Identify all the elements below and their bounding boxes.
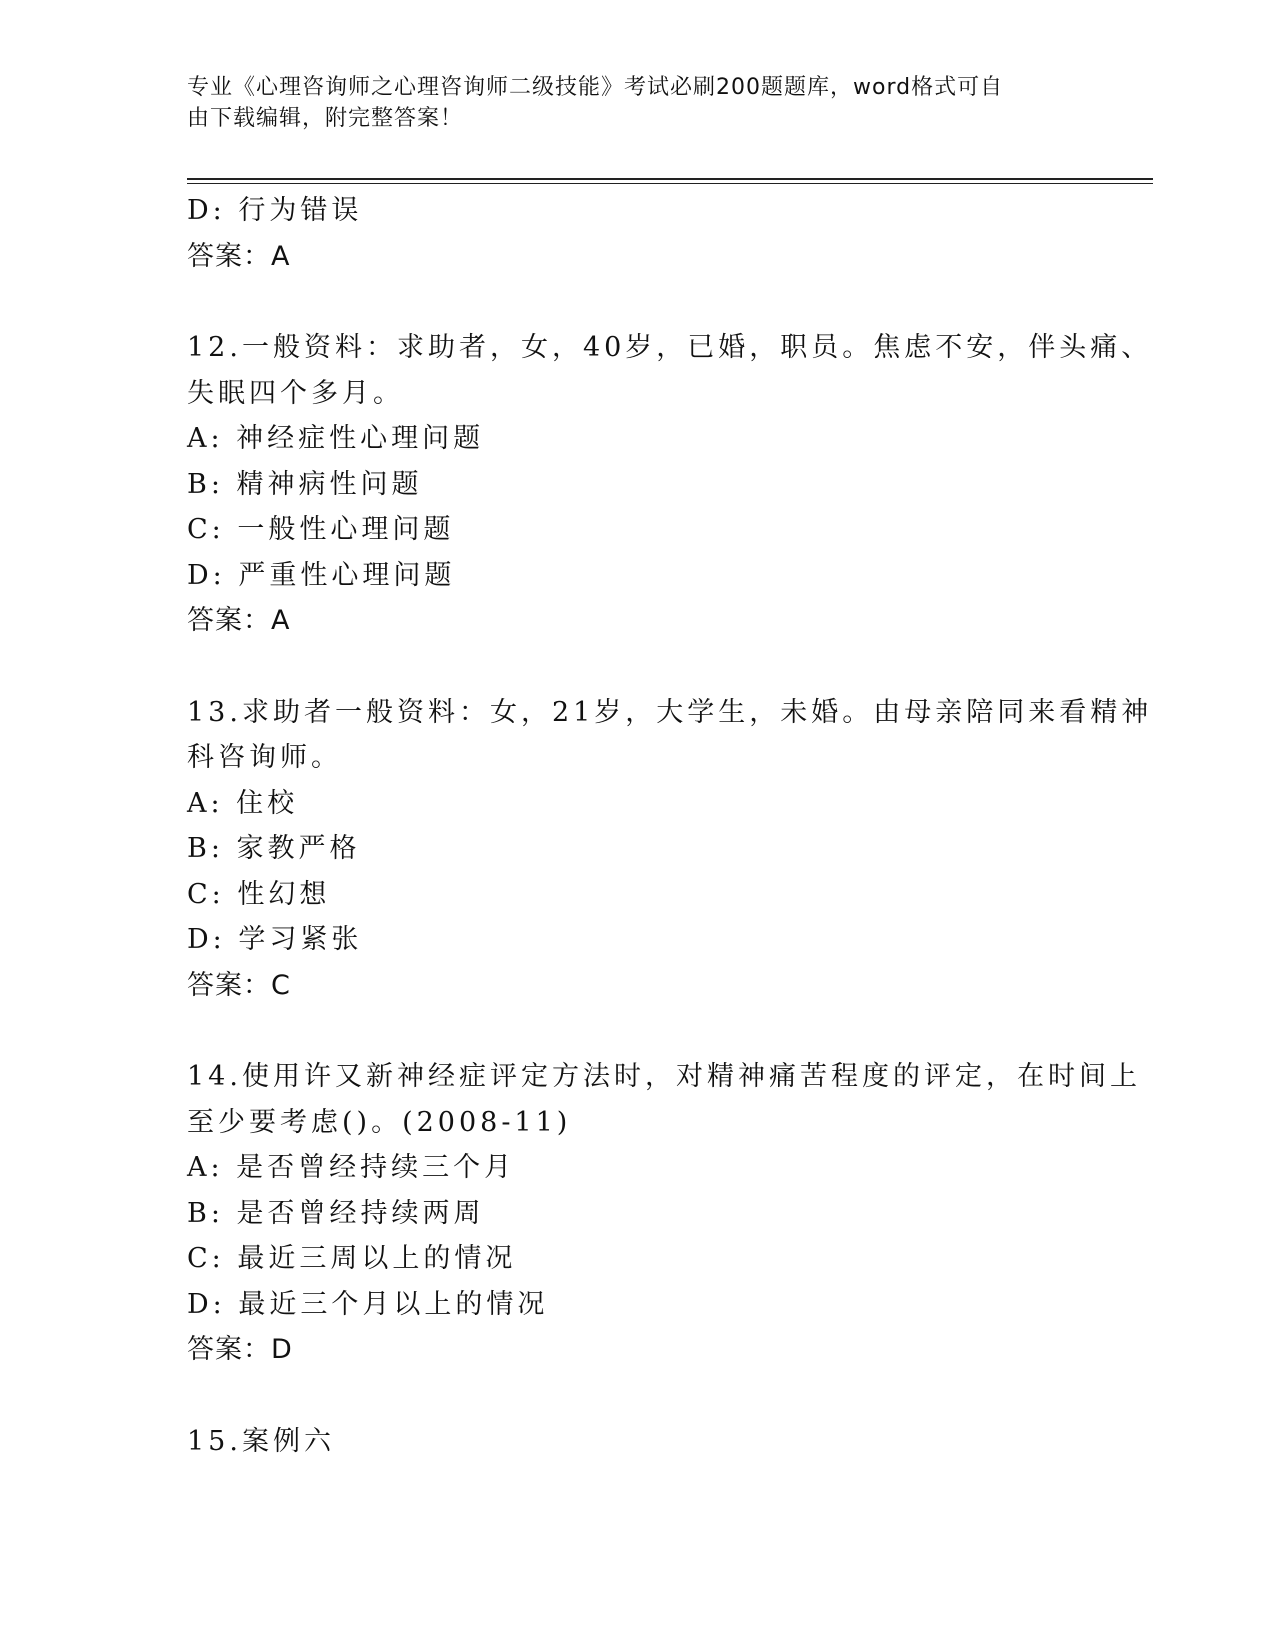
option-b: B: 精神病性问题	[187, 468, 423, 500]
question-stem: 12.一般资料：求助者，女，40岁，已婚，职员。焦虑不安，伴头痛、	[187, 332, 1153, 363]
option-d: D: 严重性心理问题	[187, 559, 456, 591]
answer-line: 答案：A	[187, 240, 291, 272]
option-c: C: 一般性心理问题	[187, 514, 455, 545]
question-content	[187, 188, 1153, 1464]
question-12	[187, 325, 1153, 644]
question-stem-continued: 至少要考虑()。(2008-11)	[187, 1106, 572, 1138]
option-d: D: 学习紧张	[187, 924, 363, 955]
answer-line: 答案：A	[187, 605, 291, 636]
option-a: A: 住校	[187, 787, 299, 819]
document-header	[187, 72, 1067, 134]
header-line-1: 专业《心理咨询师之心理咨询师二级技能》考试必刷200题题库，word格式可自	[187, 75, 1004, 100]
question-13	[187, 690, 1153, 1009]
option-d: D: 行为错误	[187, 195, 363, 226]
option-b: B: 是否曾经持续两周	[187, 1197, 485, 1229]
header-line-2: 由下载编辑，附完整答案！	[187, 106, 464, 131]
question-15	[187, 1419, 1087, 1465]
question-stem: 13.求助者一般资料：女，21岁，大学生，未婚。由母亲陪同来看精神	[187, 696, 1153, 728]
question-14	[187, 1054, 1141, 1373]
option-c: C: 最近三周以上的情况	[187, 1243, 517, 1274]
option-c: C: 性幻想	[187, 878, 331, 910]
option-a: A: 是否曾经持续三个月	[187, 1152, 516, 1183]
question-stem-continued: 失眠四个多月。	[187, 377, 404, 409]
option-d: D: 最近三个月以上的情况	[187, 1288, 549, 1320]
answer-line: 答案：C	[187, 969, 291, 1001]
option-a: A: 神经症性心理问题	[187, 423, 485, 454]
answer-line: 答案：D	[187, 1334, 293, 1365]
question-stem: 15.案例六	[187, 1425, 335, 1457]
question-stem: 14.使用许又新神经症评定方法时，对精神痛苦程度的评定，在时间上	[187, 1061, 1141, 1092]
question-stem-continued: 科咨询师。	[187, 742, 342, 773]
header-divider-thick	[187, 178, 1153, 180]
header-divider-thin	[187, 183, 1153, 184]
option-b: B: 家教严格	[187, 833, 361, 864]
